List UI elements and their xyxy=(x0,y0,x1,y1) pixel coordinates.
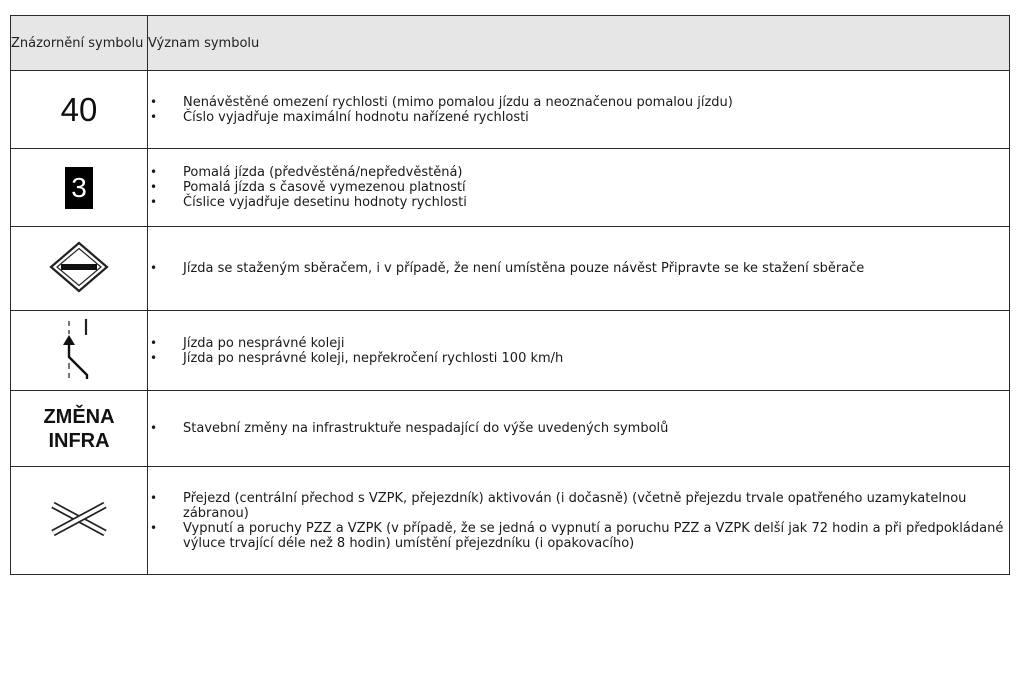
meaning-list xyxy=(148,261,1009,276)
symbol-cell xyxy=(11,467,148,575)
list-item: • Jízda po nesprávné koleji, nepřekročení rychlosti 100 km/h xyxy=(148,351,1009,366)
meaning-cell xyxy=(148,311,1010,391)
meaning-cell xyxy=(148,391,1010,467)
wrong-track-icon xyxy=(57,317,101,381)
symbol-cell xyxy=(11,71,148,149)
header-symbol-meaning: Význam symbolu xyxy=(148,16,1010,71)
list-item: • Jízda po nesprávné koleji xyxy=(148,336,1009,351)
speed-limit-number: 40 xyxy=(60,90,98,128)
list-item: • Jízda se staženým sběračem, i v případě, že není umístěna pouze návěst Připravte se ke stažení sběrače xyxy=(148,261,1009,276)
meaning-list xyxy=(148,336,1009,366)
list-item: • Pomalá jízda s časově vymezenou platností xyxy=(148,180,1009,195)
table-header-row xyxy=(11,16,1010,71)
symbol-cell xyxy=(11,391,148,467)
symbol-cell xyxy=(11,227,148,311)
table-row xyxy=(11,467,1010,575)
meaning-cell xyxy=(148,467,1010,575)
infra-line-1: ZMĚNA xyxy=(43,405,115,428)
meaning-cell xyxy=(148,71,1010,149)
table-row xyxy=(11,71,1010,149)
meaning-cell xyxy=(148,227,1010,311)
infrastructure-change-label xyxy=(11,405,147,453)
level-crossing-icon xyxy=(48,501,110,537)
list-item: • Přejezd (centrální přechod s VZPK, přejezdník) aktivován (i dočasně) (včetně přejezdu trvale opatřeného uzamykatelnou zábranou) xyxy=(148,491,1009,521)
symbol-cell xyxy=(11,311,148,391)
list-item: • Číslo vyjadřuje maximální hodnotu nařízené rychlosti xyxy=(148,110,1009,125)
table-row xyxy=(11,311,1010,391)
slow-run-number-box: 3 xyxy=(65,167,93,209)
meaning-list xyxy=(148,165,1009,210)
meaning-list xyxy=(148,95,1009,125)
symbol-cell xyxy=(11,149,148,227)
meaning-list xyxy=(148,491,1009,551)
table-row xyxy=(11,149,1010,227)
meaning-cell xyxy=(148,149,1010,227)
infra-line-2: INFRA xyxy=(48,429,110,452)
table-row xyxy=(11,391,1010,467)
lowered-pantograph-diamond-icon xyxy=(47,240,111,294)
meaning-list xyxy=(148,421,1009,436)
list-item: • Číslice vyjadřuje desetinu hodnoty rychlosti xyxy=(148,195,1009,210)
symbol-table xyxy=(10,15,1010,575)
header-symbol-display: Znázornění symbolu xyxy=(11,16,148,71)
list-item: • Pomalá jízda (předvěstěná/nepředvěstěná) xyxy=(148,165,1009,180)
list-item: • Nenávěstěné omezení rychlosti (mimo pomalou jízdu a neoznačenou pomalou jízdu) xyxy=(148,95,1009,110)
table-row xyxy=(11,227,1010,311)
list-item: • Stavební změny na infrastruktuře nespadající do výše uvedených symbolů xyxy=(148,421,1009,436)
list-item: • Vypnutí a poruchy PZZ a VZPK (v případě, že se jedná o vypnutí a poruchu PZZ a VZPK delší jak 72 hodin a při předpokládané výluce trvající déle než 8 hodin) umístění přejezdníku (i opakovacího) xyxy=(148,521,1009,551)
